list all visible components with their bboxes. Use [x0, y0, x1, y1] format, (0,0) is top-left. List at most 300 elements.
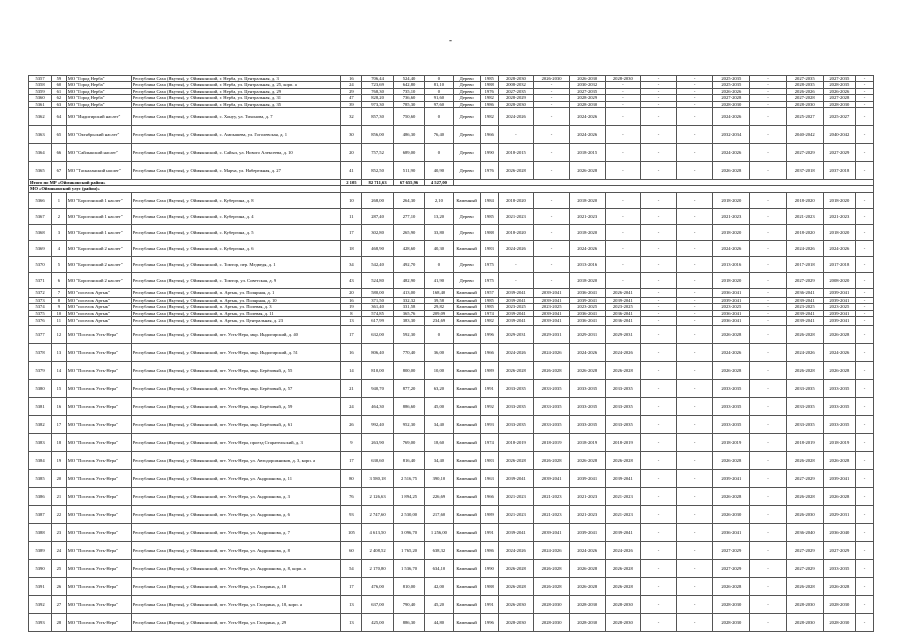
table-cell: 2026-2028 — [569, 452, 605, 470]
table-cell: - — [856, 76, 874, 82]
table-cell: 16 — [52, 398, 67, 416]
table-cell: 2033-2035 — [498, 398, 534, 416]
table-cell: - — [856, 256, 874, 272]
table-cell: - — [750, 101, 787, 107]
table-cell: 1989 — [480, 506, 498, 524]
table-cell: - — [605, 126, 641, 144]
table-cell: Каменный — [453, 542, 480, 560]
table-cell: 2027-2029 — [786, 560, 823, 578]
table-cell: 2028-2030 — [569, 101, 605, 107]
table-cell: Каменный — [453, 434, 480, 452]
table-cell: - — [676, 304, 713, 310]
table-cell: 757,52 — [362, 144, 393, 162]
table-cell: - — [676, 82, 713, 88]
table-cell: 2039-2041 — [534, 310, 570, 316]
table-cell: 17 — [341, 224, 362, 240]
table-cell: - — [750, 88, 787, 94]
table-cell: 2026-2030 — [569, 76, 605, 82]
table-cell: 17 — [52, 416, 67, 434]
table-cell: 390,10 — [425, 470, 453, 488]
table-cell: 41 — [341, 162, 362, 180]
table-cell: 0 — [425, 144, 453, 162]
table-cell: 5361 — [29, 101, 52, 107]
table-cell: 5378 — [29, 344, 52, 362]
table-cell: - — [498, 272, 534, 288]
table-cell: - — [856, 524, 874, 542]
table-cell: - — [534, 224, 570, 240]
table-cell: 234,69 — [425, 317, 453, 326]
table-cell: 2021-2023 — [605, 488, 641, 506]
table-cell: - — [676, 297, 713, 303]
table-cell: - — [676, 434, 713, 452]
table-cell: МО "поселок Артык" — [66, 297, 131, 303]
table-cell: Республика Саха (Якутия), у. Оймяконский, пгт. Усть-Нера, ул. Андрианова, д. 8 — [131, 542, 341, 560]
table-cell: 2 747,60 — [362, 506, 393, 524]
table-cell: 105 — [341, 524, 362, 542]
table-cell: - — [641, 240, 677, 256]
table-cell: - — [750, 240, 787, 256]
table-cell: 2040-2042 — [786, 126, 823, 144]
table-cell: МО "Борогонский 1 наслег" — [66, 224, 131, 240]
table-cell: - — [641, 256, 677, 272]
table-cell: 2028-2030 — [713, 101, 750, 107]
table-cell: Дерево — [453, 95, 480, 101]
table-cell: - — [750, 326, 787, 344]
table-cell: - — [856, 326, 874, 344]
table-cell: 2039-2041 — [823, 288, 856, 297]
table-row — [29, 224, 874, 240]
table-cell: 2024-2026 — [786, 240, 823, 256]
table-cell: 2027-2035 — [823, 76, 856, 82]
table-cell: 2017-2018 — [786, 256, 823, 272]
table-cell: - — [676, 542, 713, 560]
table-cell: 41,90 — [425, 272, 453, 288]
table-cell: Республика Саха (Якутия), у. Оймяконский, пгт. Усть-Нера, ул. Андрианова, д. 8, корп. а — [131, 560, 341, 578]
table-cell: 2028-2030 — [569, 596, 605, 614]
table-cell: - — [676, 310, 713, 316]
table-cell: 2040-2042 — [823, 126, 856, 144]
table-cell: 264,30 — [393, 192, 424, 208]
table-cell: 524,40 — [393, 76, 424, 82]
table-cell: Республика Саха (Якутия), у. Оймяконский, с. Ампышева, ул. Гоголевская, д. 1 — [131, 126, 341, 144]
table-cell: МО "Поселок Усть-Нера" — [66, 524, 131, 542]
table-cell: Республика Саха (Якутия), у. Оймяконский, пгт. Усть-Нера, ул. Гагарина, д. 18 — [131, 578, 341, 596]
table-cell: 425,00 — [362, 614, 393, 632]
table-cell: 2033-2035 — [569, 398, 605, 416]
table-cell: - — [605, 240, 641, 256]
table-cell: МО "Поселок Усть-Нера" — [66, 434, 131, 452]
table-cell: 2026-2028 — [605, 560, 641, 578]
table-cell: 81,10 — [425, 82, 453, 88]
table-cell: - — [641, 162, 677, 180]
table-cell: 5372 — [29, 288, 52, 297]
rows-before-summary — [29, 76, 874, 180]
table-cell: 2029-2031 — [823, 506, 856, 524]
table-cell: - — [534, 144, 570, 162]
table-cell: 2039-2041 — [786, 310, 823, 316]
table-cell: - — [856, 304, 874, 310]
table-cell: 9 — [52, 304, 67, 310]
table-cell: - — [676, 240, 713, 256]
table-cell: - — [750, 256, 787, 272]
table-cell: - — [856, 506, 874, 524]
table-cell: 2025-2035 — [713, 82, 750, 88]
table-cell: 2026-2028 — [823, 452, 856, 470]
table-cell: МО "Таскаланский наслег" — [66, 162, 131, 180]
table-cell: Дерево — [453, 76, 480, 82]
table-cell: МО "Борогонский 1 наслег" — [66, 208, 131, 224]
table-cell: 2026-2028 — [569, 578, 605, 596]
table-cell: - — [750, 126, 787, 144]
table-cell: - — [856, 240, 874, 256]
table-cell: - — [750, 380, 787, 398]
table-cell: - — [605, 256, 641, 272]
table-cell: 1 536,70 — [393, 560, 424, 578]
table-cell: 2029-2031 — [569, 326, 605, 344]
table-cell: МО "Поселок Усть-Нера" — [66, 578, 131, 596]
table-cell: - — [750, 452, 787, 470]
table-cell: МО "Поселок Усть-Нера" — [66, 542, 131, 560]
table-cell: 5373 — [29, 297, 52, 303]
table-cell: 2024-2026 — [823, 344, 856, 362]
table-cell: 226,69 — [425, 488, 453, 506]
table-cell: 2033-2035 — [786, 380, 823, 398]
table-cell: 2033-2035 — [605, 398, 641, 416]
table-cell: 2026-2028 — [605, 578, 641, 596]
table-cell: 217,60 — [425, 506, 453, 524]
table-cell: 2026-2030 — [534, 76, 570, 82]
table-cell: 45,20 — [425, 596, 453, 614]
table-cell: МО "Город Нерба" — [66, 95, 131, 101]
table-cell: Республика Саха (Якутия), у. Оймяконский, с. Томтор, пер. Медведя, д. 1 — [131, 256, 341, 272]
table-cell: 5375 — [29, 310, 52, 316]
table-cell: - — [676, 101, 713, 107]
table-cell: 4 613,50 — [362, 524, 393, 542]
table-cell: - — [750, 416, 787, 434]
table-cell: 2036-2041 — [713, 524, 750, 542]
table-cell: 2018-2020 — [569, 192, 605, 208]
table-cell: МО "Борогонский 2 наслег" — [66, 256, 131, 272]
table-cell: 2039-2041 — [534, 288, 570, 297]
table-cell: Каменный — [453, 240, 480, 256]
table-cell: - — [856, 614, 874, 632]
table-cell: МО "поселок Артык" — [66, 304, 131, 310]
table-cell: - — [750, 398, 787, 416]
table-cell: - — [641, 452, 677, 470]
table-cell: 265,90 — [393, 224, 424, 240]
table-cell: 34 — [341, 256, 362, 272]
table-cell: Дерево — [453, 272, 480, 288]
table-cell: 32 — [341, 108, 362, 126]
table-cell: Республика Саха (Якутия), у. Оймяконский, п. Артык, ул. Полевая, д. 11 — [131, 310, 341, 316]
table-cell: 806,40 — [362, 344, 393, 362]
table-cell: - — [676, 614, 713, 632]
table-cell: - — [750, 224, 787, 240]
table-cell: 2026-2028 — [823, 488, 856, 506]
table-cell: 2013-2016 — [713, 256, 750, 272]
table-cell: 2027-2029 — [823, 542, 856, 560]
table-row — [29, 362, 874, 380]
table-cell: Республика Саха (Якутия), у. Оймяконский, пгт. Усть-Нера, мкр. Индигирский, д. 40 — [131, 326, 341, 344]
table-cell: 877,20 — [393, 380, 424, 398]
table-cell: 44,80 — [425, 614, 453, 632]
table-cell: 0 — [425, 88, 453, 94]
table-cell: - — [676, 288, 713, 297]
table-cell: 2024-2026 — [823, 240, 856, 256]
table-cell: 2026-2030 — [713, 506, 750, 524]
table-cell: 2021-2023 — [534, 506, 570, 524]
table-cell: Республика Саха (Якутия), у. Оймяконский, пгт. Усть-Нера, ул. Андрианова, д. 7 — [131, 524, 341, 542]
table-cell: Республика Саха (Якутия), у. Оймяконский, пгт. Усть-Нера, мкр. Берёзовый, д. 59 — [131, 398, 341, 416]
table-cell: 34,40 — [425, 416, 453, 434]
table-cell: Республика Саха (Якутия), у. Оймяконский, п. Артык, ул. Центральная, д. 23 — [131, 317, 341, 326]
table-cell: МО "Поселок Усть-Нера" — [66, 326, 131, 344]
table-cell: 2023-2025 — [569, 304, 605, 310]
table-cell: 1990 — [480, 144, 498, 162]
table-cell: - — [856, 416, 874, 434]
table-row — [29, 416, 874, 434]
table-cell: Каменный — [453, 297, 480, 303]
table-cell: 2033-2035 — [498, 416, 534, 434]
table-cell: - — [750, 95, 787, 101]
table-cell: - — [498, 256, 534, 272]
table-cell: 2039-2041 — [713, 297, 750, 303]
table-row — [29, 380, 874, 398]
table-cell: 524,80 — [362, 272, 393, 288]
page-number: - — [449, 35, 452, 45]
table-cell: - — [750, 82, 787, 88]
table-cell: Дерево — [453, 108, 480, 126]
table-cell: 2026-2028 — [786, 578, 823, 596]
table-cell: - — [856, 82, 874, 88]
table-cell: 2033-2035 — [534, 398, 570, 416]
table-cell: 10,00 — [425, 362, 453, 380]
table-cell: Республика Саха (Якутия), у. Оймяконский, с. Томтор, ул. Советская, д. 9 — [131, 272, 341, 288]
table-cell: Республика Саха (Якутия), у. Оймяконский, пгт. Усть-Нера, ул. Автодорожников, д. 3, корп. а — [131, 452, 341, 470]
table-cell: МО "Город Нерба" — [66, 101, 131, 107]
table-cell: - — [605, 101, 641, 107]
table-cell: - — [676, 344, 713, 362]
table-cell: - — [605, 108, 641, 126]
table-cell: 11 — [341, 208, 362, 224]
table-cell: 2024-2026 — [713, 240, 750, 256]
table-cell: 5380 — [29, 380, 52, 398]
table-cell: 1988 — [480, 578, 498, 596]
table-cell: 2039-2041 — [569, 297, 605, 303]
table-cell: 5363 — [29, 126, 52, 144]
table-cell: 706,44 — [362, 76, 393, 82]
table-cell: - — [605, 95, 641, 101]
table-cell: 857,30 — [362, 108, 393, 126]
table-cell: 371,50 — [362, 297, 393, 303]
table-cell: 45,00 — [425, 398, 453, 416]
table-cell: 2024-2026 — [498, 108, 534, 126]
table-cell: 2021-2023 — [534, 488, 570, 506]
table-cell: МО "поселок Артык" — [66, 317, 131, 326]
table-cell: 5381 — [29, 398, 52, 416]
table-cell: 0 — [425, 256, 453, 272]
table-cell: - — [676, 578, 713, 596]
table-cell: 97,60 — [425, 101, 453, 107]
table-cell: 2039-2041 — [786, 297, 823, 303]
table-cell: - — [676, 76, 713, 82]
table-cell: 542,40 — [362, 256, 393, 272]
table-cell: - — [856, 488, 874, 506]
table-cell: 5365 — [29, 162, 52, 180]
table-cell: 2039-2041 — [569, 470, 605, 488]
summary-label: Итого по МР «Оймяконский район» — [29, 180, 341, 186]
table-cell: 2039-2041 — [534, 297, 570, 303]
table-cell: 209,09 — [425, 310, 453, 316]
table-cell: 1985 — [480, 76, 498, 82]
table-cell: 20 — [52, 470, 67, 488]
table-cell: - — [641, 488, 677, 506]
table-cell: - — [676, 224, 713, 240]
table-cell: 2039-2041 — [823, 310, 856, 316]
table-cell: МО "Поселок Усть-Нера" — [66, 470, 131, 488]
table-cell: - — [856, 542, 874, 560]
table-row — [29, 208, 874, 224]
table-cell: - — [676, 144, 713, 162]
table-cell: 80 — [341, 470, 362, 488]
table-cell: 1996 — [480, 614, 498, 632]
table-cell: Дерево — [453, 144, 480, 162]
table-cell: 1963 — [480, 470, 498, 488]
table-row — [29, 288, 874, 297]
table-cell: 940,70 — [362, 380, 393, 398]
table-cell: 2039-2041 — [605, 470, 641, 488]
table-cell: - — [641, 542, 677, 560]
table-cell: 2036-2041 — [713, 288, 750, 297]
table-cell: 2039-2041 — [713, 470, 750, 488]
table-cell: 2028-2030 — [605, 596, 641, 614]
table-cell: - — [676, 488, 713, 506]
table-cell: Республика Саха (Якутия), у. Оймяконский, г. Нерба, ул. Центральная, д. 31 — [131, 95, 341, 101]
table-cell: Каменный — [453, 560, 480, 578]
table-cell: Каменный — [453, 416, 480, 434]
table-cell: 26 — [52, 578, 67, 596]
table-cell: - — [676, 470, 713, 488]
table-cell: 2033-2035 — [569, 380, 605, 398]
table-row — [29, 560, 874, 578]
table-cell: 2024-2026 — [569, 240, 605, 256]
table-cell: 287,40 — [362, 208, 393, 224]
table-cell: 1982 — [480, 108, 498, 126]
district-summary — [29, 180, 874, 193]
table-cell: 689,00 — [393, 144, 424, 162]
table-row — [29, 506, 874, 524]
table-cell: Республика Саха (Якутия), у. Оймяконский, с. Кубергина, д. 8 — [131, 192, 341, 208]
table-cell: 2021-2023 — [498, 506, 534, 524]
table-cell: 464,30 — [362, 398, 393, 416]
table-cell: 2018-2020 — [569, 224, 605, 240]
table-cell: 2027-2028 — [786, 95, 823, 101]
table-cell: - — [676, 272, 713, 288]
table-cell: МО "Город Нерба" — [66, 82, 131, 88]
table-cell: 2033-2035 — [498, 380, 534, 398]
table-cell: 2018-2020 — [823, 224, 856, 240]
table-cell: 2018-2020 — [786, 192, 823, 208]
table-cell: 5387 — [29, 506, 52, 524]
table-cell: - — [750, 162, 787, 180]
table-cell: - — [856, 452, 874, 470]
table-cell: 769,00 — [393, 434, 424, 452]
table-cell: 2036-2041 — [713, 310, 750, 316]
table-cell: - — [750, 362, 787, 380]
table-cell: - — [856, 162, 874, 180]
table-cell: 2036-2040 — [823, 524, 856, 542]
table-cell: 10 — [52, 310, 67, 316]
table-cell: 2036-2041 — [605, 310, 641, 316]
table-cell: 5359 — [29, 88, 52, 94]
table-cell: - — [534, 126, 570, 144]
table-cell: 16 — [341, 297, 362, 303]
table-cell: Каменный — [453, 578, 480, 596]
table-cell: 27 — [52, 596, 67, 614]
table-cell: - — [856, 362, 874, 380]
table-cell: - — [641, 272, 677, 288]
table-cell: 2036-2041 — [569, 310, 605, 316]
table-cell: 2028-2030 — [498, 76, 534, 82]
table-cell: - — [641, 108, 677, 126]
table-cell: 2039-2041 — [605, 297, 641, 303]
table-cell: 2033-2035 — [823, 560, 856, 578]
housing-register-table — [28, 75, 874, 632]
table-cell: 2033-2035 — [823, 398, 856, 416]
table-cell: Республика Саха (Якутия), у. Оймяконский, пгт. Усть-Нера, мкр. Индигирский, д. 51 — [131, 344, 341, 362]
table-cell: 2029-2031 — [534, 326, 570, 344]
table-cell: МО "Поселок Усть-Нера" — [66, 362, 131, 380]
table-cell: 2028-2030 — [569, 614, 605, 632]
table-cell: 40,30 — [425, 240, 453, 256]
table-cell: 2033-2035 — [605, 380, 641, 398]
table-cell: 2039-2041 — [498, 288, 534, 297]
table-cell: 2025-2035 — [713, 76, 750, 82]
table-cell: - — [750, 506, 787, 524]
table-cell: 2 516,75 — [393, 470, 424, 488]
table-row — [29, 326, 874, 344]
table-row — [29, 108, 874, 126]
table-cell: 5384 — [29, 452, 52, 470]
table-cell: 2039-2041 — [569, 524, 605, 542]
table-row — [29, 596, 874, 614]
table-cell: 2026-2028 — [713, 162, 750, 180]
table-cell: 0 — [425, 108, 453, 126]
table-cell: 2028-2030 — [823, 101, 856, 107]
table-cell: 29 — [341, 88, 362, 94]
table-cell: 2024-2026 — [498, 542, 534, 560]
table-cell: Каменный — [453, 398, 480, 416]
table-cell: 1986 — [480, 542, 498, 560]
table-cell: 2023-2025 — [605, 304, 641, 310]
table-cell: 810,00 — [362, 362, 393, 380]
table-cell: 2026-2028 — [534, 452, 570, 470]
rows-after-summary — [29, 192, 874, 631]
table-cell: - — [641, 192, 677, 208]
table-cell: 1983 — [480, 452, 498, 470]
table-cell: 2018-2019 — [786, 434, 823, 452]
table-cell: - — [676, 108, 713, 126]
table-cell: 1983 — [480, 240, 498, 256]
table-cell: - — [856, 144, 874, 162]
table-cell: 5370 — [29, 256, 52, 272]
table-cell: 2018-2019 — [823, 434, 856, 452]
table-cell: - — [856, 470, 874, 488]
table-cell: 9 — [341, 434, 362, 452]
table-cell: МО "Поселок Усть-Нера" — [66, 380, 131, 398]
table-cell: - — [676, 162, 713, 180]
table-cell: 2036-2041 — [605, 317, 641, 326]
